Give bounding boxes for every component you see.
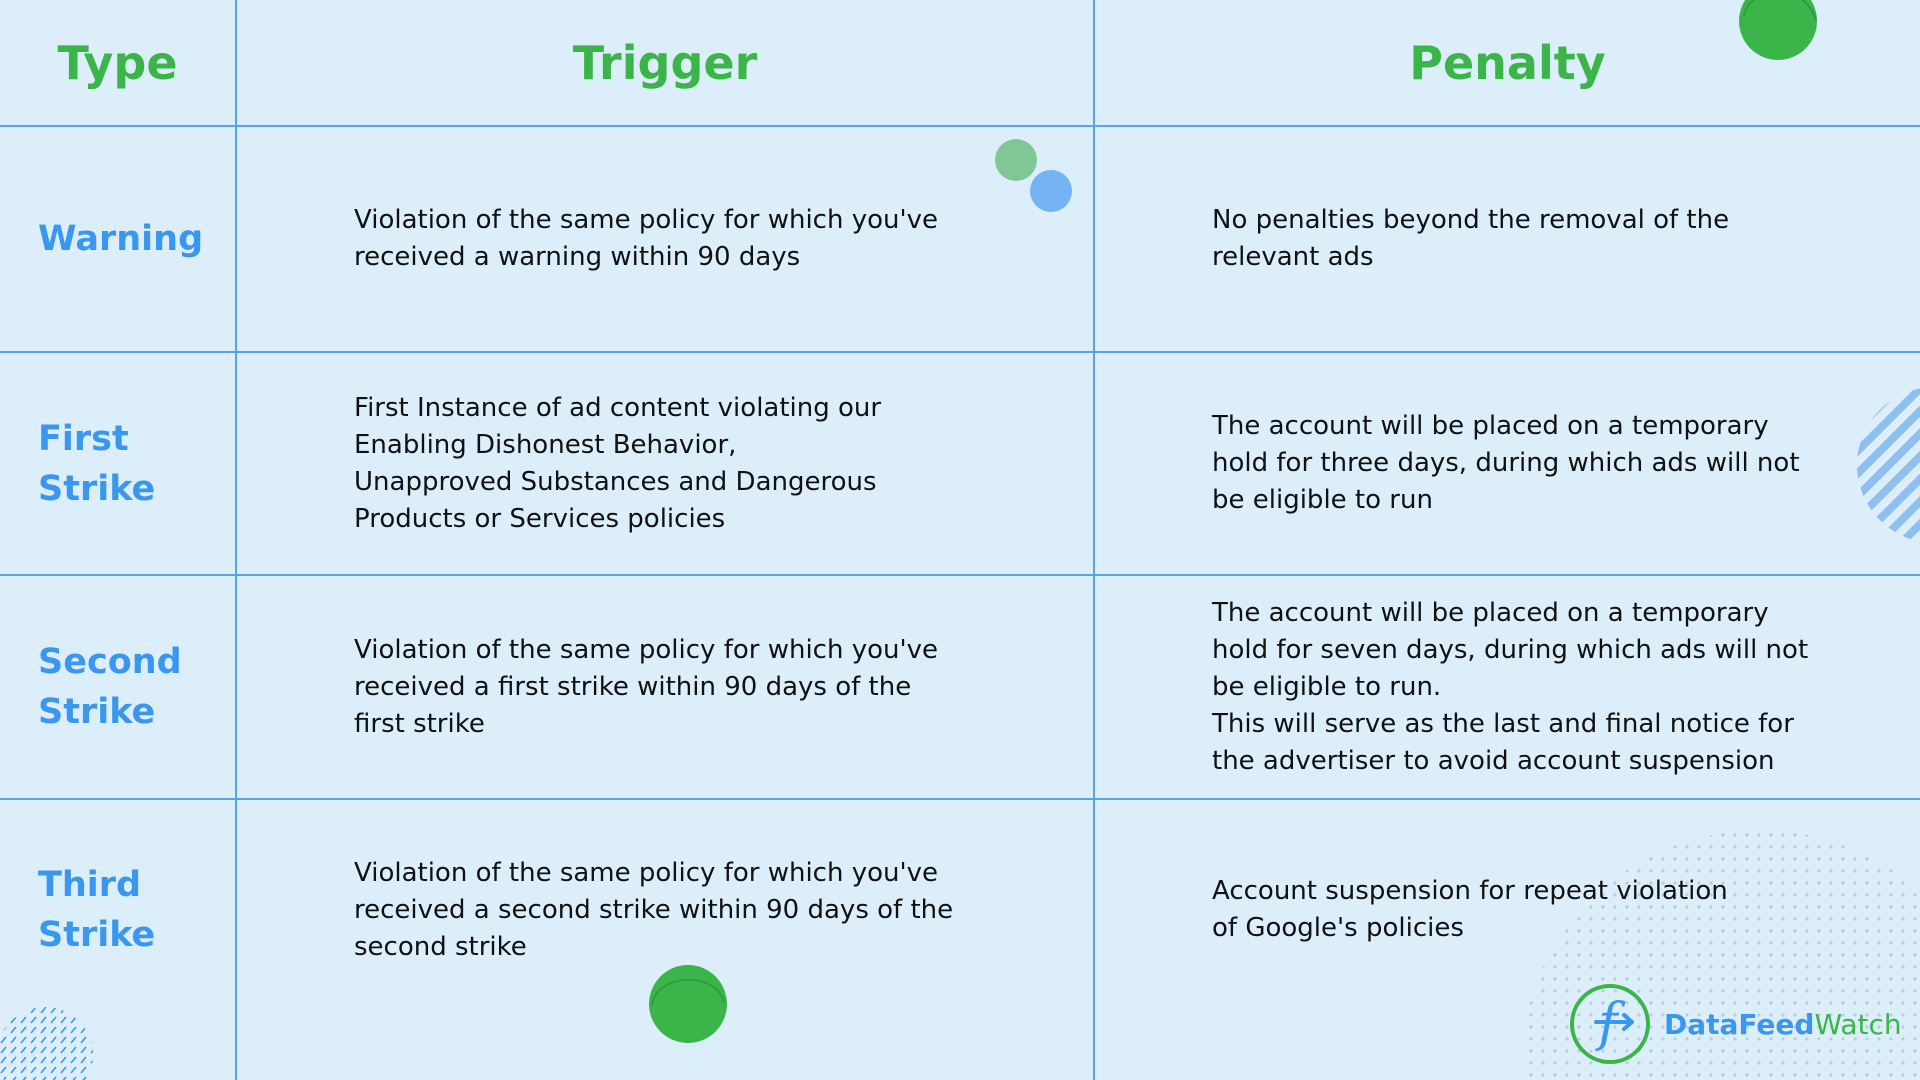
- logo-text-part2: Watch: [1814, 1007, 1902, 1041]
- trigger-line: received a warning within 90 days: [354, 242, 801, 272]
- header-penalty: Penalty: [1409, 36, 1606, 90]
- type-label: Strike: [38, 468, 156, 509]
- row-4-type: [38, 800, 228, 1020]
- penalty-line: This will serve as the last and final notice for: [1212, 708, 1794, 739]
- row-3-trigger: [354, 576, 1074, 798]
- type-label: Second: [38, 642, 182, 682]
- logo-f-icon: [1568, 982, 1652, 1066]
- header-trigger: Trigger: [572, 36, 758, 90]
- logo-text-part1: DataFeed: [1664, 1007, 1815, 1041]
- type-label: First: [38, 418, 129, 459]
- row-3-penalty: [1212, 576, 1912, 798]
- trigger-line: first strike: [354, 708, 485, 739]
- column-divider-1: [235, 0, 237, 1080]
- trigger-line: received a first strike within 90 days of the: [354, 671, 912, 702]
- type-label: Strike: [38, 692, 156, 732]
- type-label: Third: [38, 865, 142, 905]
- datafeedwatch-logo: [1568, 982, 1918, 1066]
- row-2-penalty: [1212, 353, 1902, 574]
- type-label: Warning: [38, 219, 204, 259]
- trigger-line: second strike: [354, 931, 527, 962]
- penalty-line: The account will be placed on a temporary: [1212, 411, 1769, 441]
- row-2-trigger: [354, 353, 1074, 574]
- row-3-type: [38, 576, 228, 798]
- penalty-line: No penalties beyond the removal of the: [1212, 205, 1730, 235]
- trigger-line: Violation of the same policy for which you've: [354, 205, 939, 235]
- penalty-line: relevant ads: [1212, 242, 1374, 272]
- logo-letter: f: [1598, 993, 1618, 1053]
- penalty-line: be eligible to run: [1212, 485, 1433, 515]
- penalty-line: of Google's policies: [1212, 913, 1464, 943]
- type-label: Strike: [38, 915, 156, 955]
- penalty-line: be eligible to run.: [1212, 671, 1442, 702]
- column-divider-2: [1093, 0, 1095, 1080]
- penalty-line: The account will be placed on a temporary: [1212, 597, 1769, 628]
- row-1-trigger: [354, 127, 1074, 351]
- penalty-line: hold for three days, during which ads will not: [1212, 448, 1800, 478]
- penalty-line: hold for seven days, during which ads will not: [1212, 634, 1809, 665]
- header-type: Type: [57, 36, 178, 90]
- trigger-line: received a second strike within 90 days of the: [354, 894, 954, 925]
- trigger-line: Violation of the same policy for which you've: [354, 634, 939, 665]
- trigger-line: Unapproved Substances and Dangerous: [354, 466, 877, 497]
- penalty-line: Account suspension for repeat violation: [1212, 876, 1728, 906]
- row-2-type: [38, 353, 228, 574]
- row-1-type: [38, 127, 228, 351]
- trigger-line: Enabling Dishonest Behavior,: [354, 429, 737, 460]
- row-1-penalty: [1212, 127, 1902, 351]
- row-4-trigger: [354, 800, 1074, 1020]
- trigger-line: First Instance of ad content violating our: [354, 392, 882, 423]
- trigger-line: Violation of the same policy for which you've: [354, 857, 939, 888]
- trigger-line: Products or Services policies: [354, 503, 726, 534]
- penalty-line: the advertiser to avoid account suspension: [1212, 745, 1775, 776]
